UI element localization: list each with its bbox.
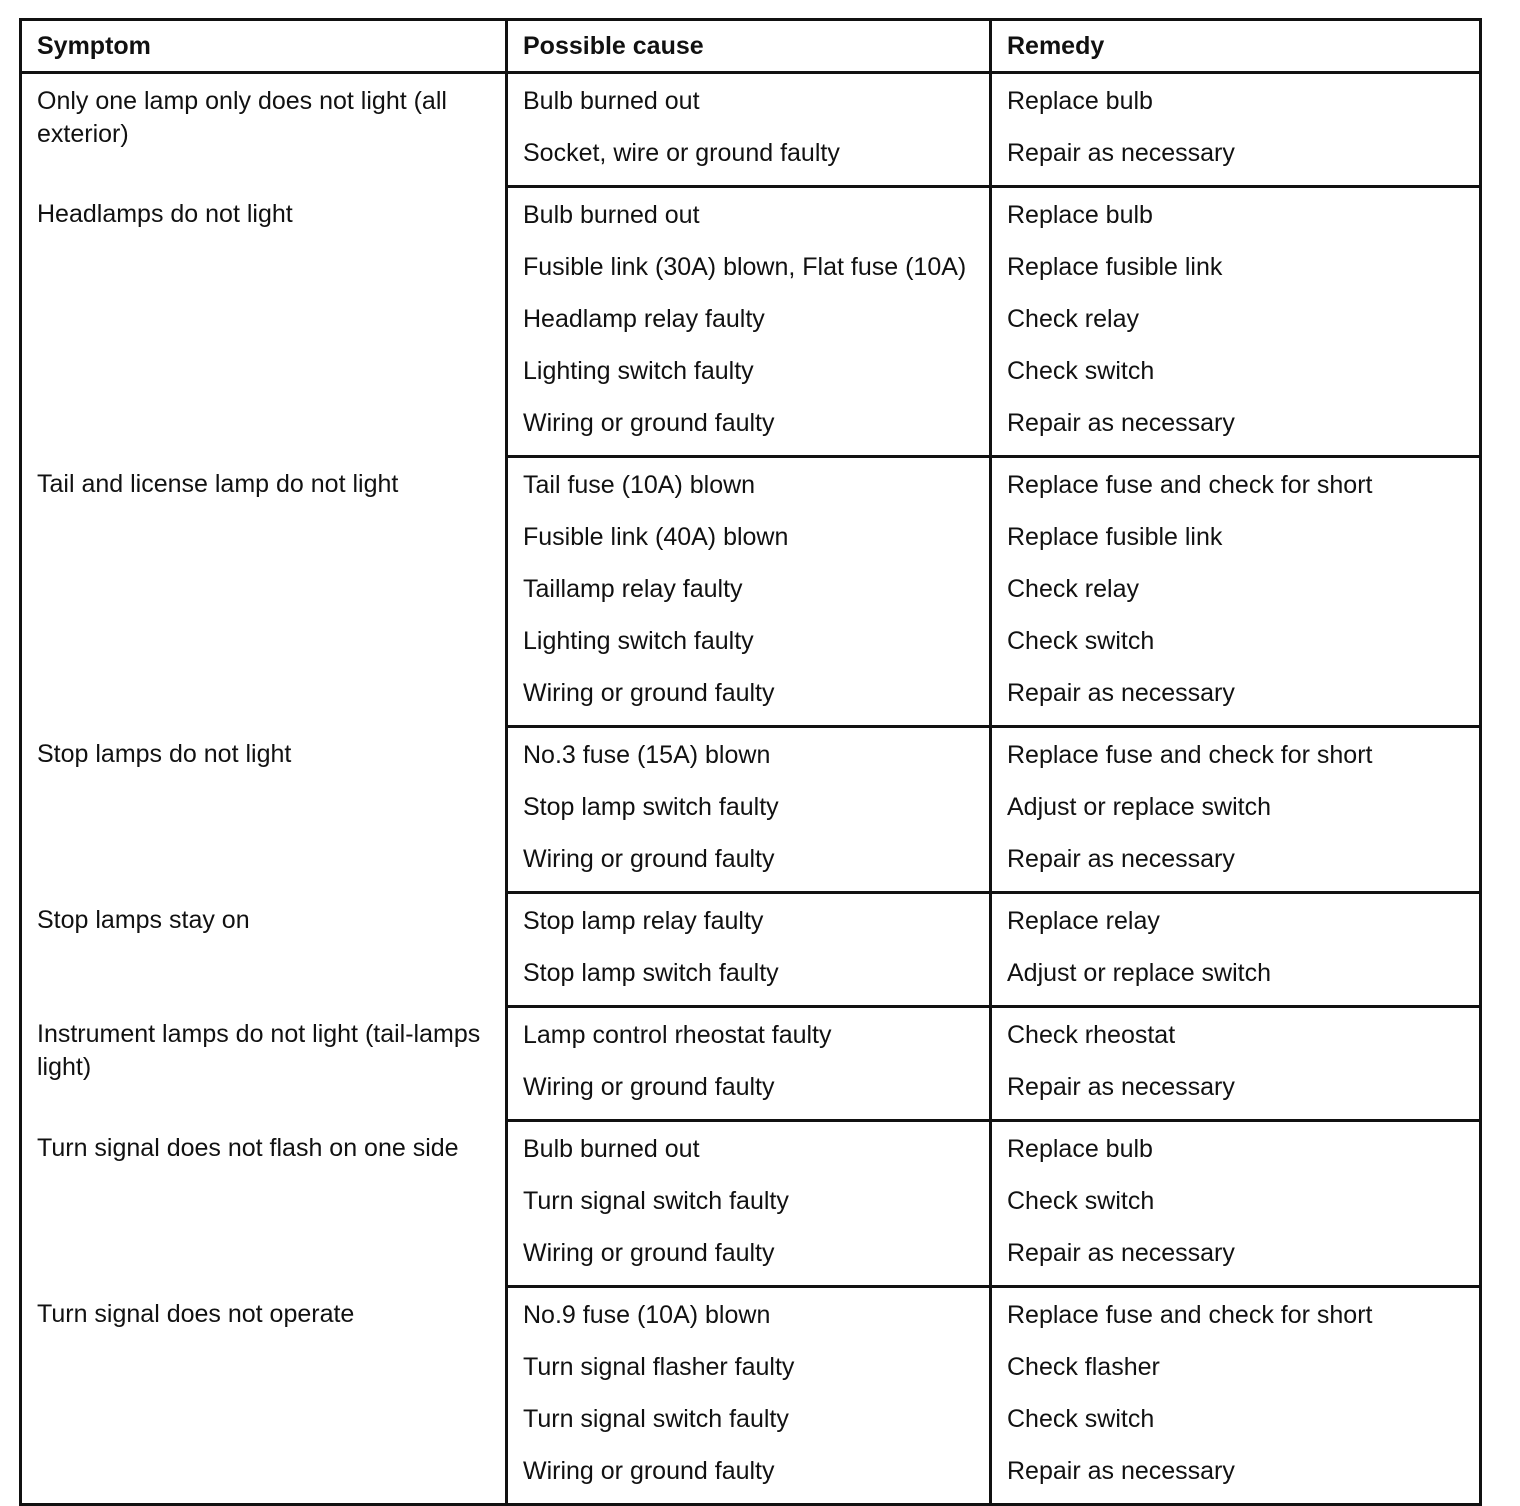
symptom-cell: Stop lamps do not light bbox=[21, 727, 507, 893]
header-remedy: Remedy bbox=[991, 20, 1481, 73]
remedy-cell: Check rheostat bbox=[991, 1007, 1481, 1062]
cause-cell: Wiring or ground faulty bbox=[507, 1445, 991, 1505]
symptom-cell: Tail and license lamp do not light bbox=[21, 457, 507, 727]
cause-cell: Fusible link (30A) blown, Flat fuse (10A) bbox=[507, 241, 991, 293]
troubleshooting-document bbox=[19, 18, 1479, 1506]
symptom-cell: Turn signal does not operate bbox=[21, 1287, 507, 1505]
cause-cell: Turn signal switch faulty bbox=[507, 1393, 991, 1445]
remedy-cell: Replace fuse and check for short bbox=[991, 727, 1481, 782]
remedy-cell: Replace fuse and check for short bbox=[991, 1287, 1481, 1342]
remedy-cell: Check relay bbox=[991, 563, 1481, 615]
remedy-cell: Replace relay bbox=[991, 893, 1481, 948]
cause-cell: Lighting switch faulty bbox=[507, 615, 991, 667]
remedy-cell: Replace bulb bbox=[991, 73, 1481, 128]
cause-cell: Lighting switch faulty bbox=[507, 345, 991, 397]
remedy-cell: Repair as necessary bbox=[991, 1445, 1481, 1505]
cause-cell: Wiring or ground faulty bbox=[507, 667, 991, 727]
cause-cell: Socket, wire or ground faulty bbox=[507, 127, 991, 187]
cause-cell: Fusible link (40A) blown bbox=[507, 511, 991, 563]
header-row bbox=[21, 20, 1481, 73]
cause-cell: Tail fuse (10A) blown bbox=[507, 457, 991, 512]
cause-cell: Stop lamp switch faulty bbox=[507, 947, 991, 1007]
cause-cell: Wiring or ground faulty bbox=[507, 833, 991, 893]
table-row bbox=[21, 1007, 1481, 1062]
cause-cell: Wiring or ground faulty bbox=[507, 397, 991, 457]
cause-cell: Bulb burned out bbox=[507, 1121, 991, 1176]
table-row bbox=[21, 893, 1481, 948]
table-row bbox=[21, 1121, 1481, 1176]
header-possible-cause: Possible cause bbox=[507, 20, 991, 73]
table-row bbox=[21, 73, 1481, 128]
cause-cell: Lamp control rheostat faulty bbox=[507, 1007, 991, 1062]
symptom-cell: Headlamps do not light bbox=[21, 187, 507, 457]
remedy-cell: Replace fusible link bbox=[991, 241, 1481, 293]
cause-cell: No.3 fuse (15A) blown bbox=[507, 727, 991, 782]
remedy-cell: Replace bulb bbox=[991, 1121, 1481, 1176]
remedy-cell: Replace fuse and check for short bbox=[991, 457, 1481, 512]
table-row bbox=[21, 727, 1481, 782]
remedy-cell: Repair as necessary bbox=[991, 1061, 1481, 1121]
cause-cell: Stop lamp relay faulty bbox=[507, 893, 991, 948]
symptom-cell: Turn signal does not flash on one side bbox=[21, 1121, 507, 1287]
table-header bbox=[21, 20, 1481, 73]
remedy-cell: Check flasher bbox=[991, 1341, 1481, 1393]
cause-cell: Wiring or ground faulty bbox=[507, 1227, 991, 1287]
cause-cell: Taillamp relay faulty bbox=[507, 563, 991, 615]
remedy-cell: Check switch bbox=[991, 615, 1481, 667]
table-row bbox=[21, 457, 1481, 512]
cause-cell: Wiring or ground faulty bbox=[507, 1061, 991, 1121]
cause-cell: Bulb burned out bbox=[507, 187, 991, 242]
cause-cell: No.9 fuse (10A) blown bbox=[507, 1287, 991, 1342]
remedy-cell: Repair as necessary bbox=[991, 127, 1481, 187]
cause-cell: Bulb burned out bbox=[507, 73, 991, 128]
remedy-cell: Repair as necessary bbox=[991, 833, 1481, 893]
cause-cell: Stop lamp switch faulty bbox=[507, 781, 991, 833]
troubleshooting-table bbox=[19, 18, 1482, 1506]
remedy-cell: Repair as necessary bbox=[991, 397, 1481, 457]
cause-cell: Headlamp relay faulty bbox=[507, 293, 991, 345]
remedy-cell: Adjust or replace switch bbox=[991, 781, 1481, 833]
table-body bbox=[21, 73, 1481, 1505]
symptom-cell: Stop lamps stay on bbox=[21, 893, 507, 1007]
remedy-cell: Repair as necessary bbox=[991, 667, 1481, 727]
remedy-cell: Check switch bbox=[991, 1393, 1481, 1445]
table-row bbox=[21, 1287, 1481, 1342]
remedy-cell: Adjust or replace switch bbox=[991, 947, 1481, 1007]
symptom-cell: Only one lamp only does not light (all exterior) bbox=[21, 73, 507, 187]
remedy-cell: Replace fusible link bbox=[991, 511, 1481, 563]
symptom-cell: Instrument lamps do not light (tail-lamps light) bbox=[21, 1007, 507, 1121]
cause-cell: Turn signal switch faulty bbox=[507, 1175, 991, 1227]
remedy-cell: Check switch bbox=[991, 1175, 1481, 1227]
remedy-cell: Check switch bbox=[991, 345, 1481, 397]
table-row bbox=[21, 187, 1481, 242]
remedy-cell: Replace bulb bbox=[991, 187, 1481, 242]
remedy-cell: Check relay bbox=[991, 293, 1481, 345]
cause-cell: Turn signal flasher faulty bbox=[507, 1341, 991, 1393]
remedy-cell: Repair as necessary bbox=[991, 1227, 1481, 1287]
header-symptom: Symptom bbox=[21, 20, 507, 73]
